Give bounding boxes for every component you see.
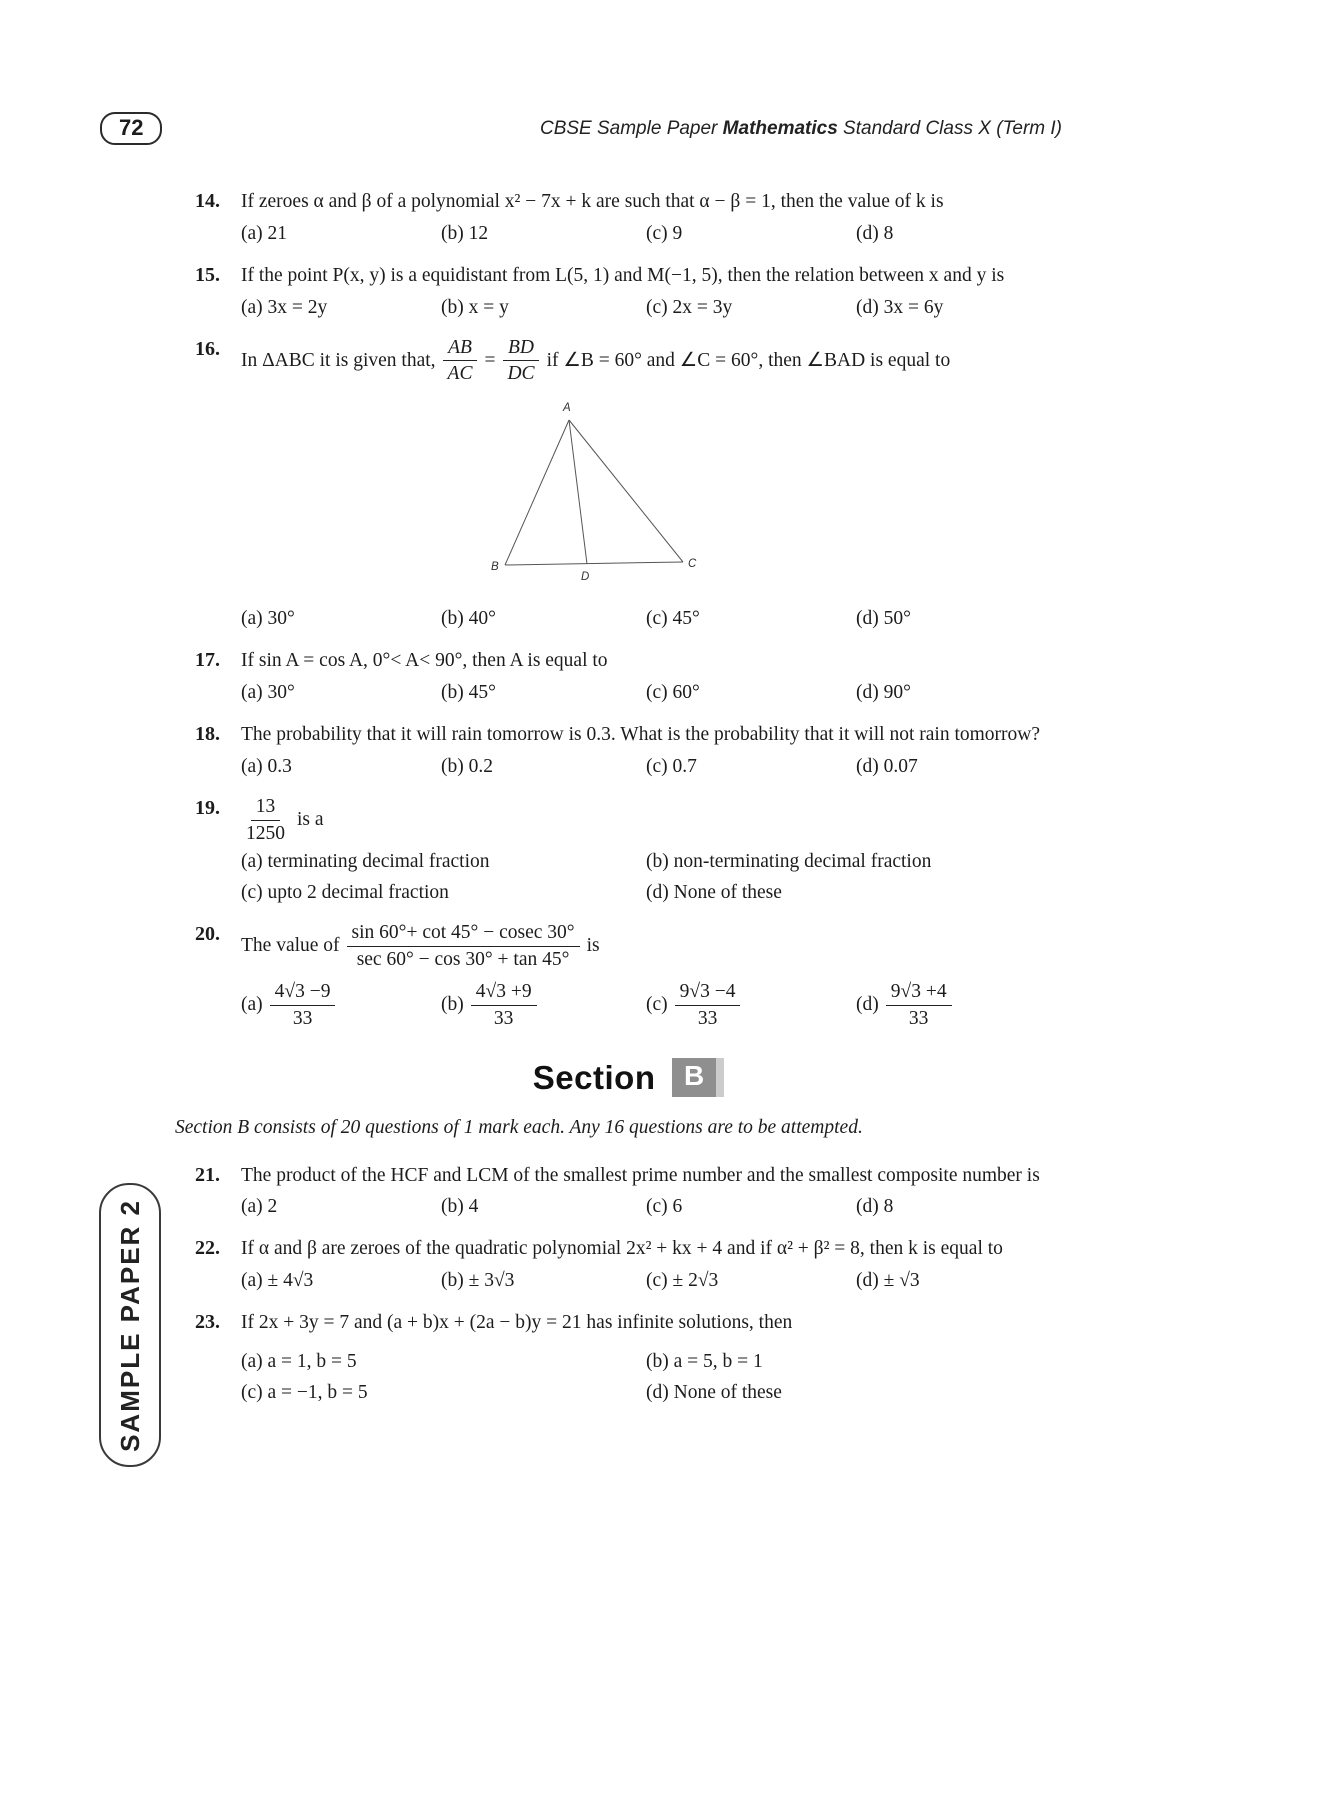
question-number: 16. xyxy=(195,337,220,360)
option-a xyxy=(241,981,441,1030)
question-number: 15. xyxy=(195,263,220,286)
options-row xyxy=(241,221,1062,248)
question-text: The probability that it will rain tomorrow is 0.3. What is the probability that it will not rain tomorrow? xyxy=(241,723,1041,745)
question-number: 14. xyxy=(195,190,220,212)
fraction-numerator: 4√3 −9 xyxy=(270,981,336,1006)
fraction xyxy=(886,981,952,1030)
question-number: 18. xyxy=(195,722,220,745)
option-d: (d) None of these xyxy=(646,882,782,904)
option-d: (d) 50° xyxy=(856,608,911,630)
page-number-badge: 72 xyxy=(100,112,162,145)
option-b: (b) 40° xyxy=(441,608,496,630)
question-21 xyxy=(195,1163,1062,1222)
options-grid xyxy=(241,849,1062,907)
option-label: (c) xyxy=(646,993,668,1015)
question-list xyxy=(175,189,1062,1407)
fraction-denominator: AC xyxy=(447,363,473,385)
option-d: (d) 8 xyxy=(856,1196,894,1218)
question-text-post: is xyxy=(586,935,600,957)
option-b: (b) 0.2 xyxy=(441,755,493,777)
option-label: (d) xyxy=(856,993,879,1015)
running-header-title: Mathematics xyxy=(722,117,838,139)
vertex-label-d: D xyxy=(581,571,590,584)
question-14 xyxy=(195,189,1062,248)
fraction xyxy=(443,337,478,386)
fraction-denominator: 33 xyxy=(493,1007,514,1029)
vertex-label-b: B xyxy=(491,561,499,574)
fraction xyxy=(241,796,290,845)
question-22 xyxy=(195,1236,1062,1295)
option-d: (d) None of these xyxy=(646,1381,782,1403)
option-a: (a) 2 xyxy=(241,1196,278,1218)
option-c: (c) 60° xyxy=(646,682,700,703)
question-number: 23. xyxy=(195,1311,220,1334)
option-a: (a) 21 xyxy=(241,222,288,244)
question-15 xyxy=(195,263,1062,322)
option-a: (a) a = 1, b = 5 xyxy=(241,1351,357,1373)
question-number: 20. xyxy=(195,923,220,946)
options-row xyxy=(241,606,1062,633)
option-d: (d) ± √3 xyxy=(856,1270,920,1292)
option-c: (c) 0.7 xyxy=(646,755,697,777)
question-text-post: is a xyxy=(297,808,324,830)
option-label: (b) xyxy=(441,993,464,1015)
fraction-numerator: 9√3 −4 xyxy=(675,981,741,1006)
option-b xyxy=(441,981,646,1030)
equals-sign: = xyxy=(484,349,496,371)
question-20 xyxy=(195,922,1062,1029)
fraction xyxy=(347,922,580,971)
vertex-label-a: A xyxy=(563,402,571,415)
question-19 xyxy=(195,796,1062,907)
question-17 xyxy=(195,648,1062,707)
running-header-pre: CBSE Sample Paper xyxy=(539,117,723,139)
question-text: If zeroes α and β of a polynomial x² − 7x + k are such that α − β = 1, then the value of k is xyxy=(241,191,944,212)
fraction-numerator: BD xyxy=(503,337,539,362)
vertex-label-c: C xyxy=(688,558,697,571)
option-c: (c) ± 2√3 xyxy=(646,1270,719,1292)
sample-paper-tab xyxy=(99,1183,161,1467)
question-number: 17. xyxy=(195,649,220,672)
options-row xyxy=(241,1268,1062,1295)
question-text xyxy=(241,796,1062,845)
section-letter-badge: B xyxy=(672,1058,724,1097)
question-text xyxy=(241,922,1062,971)
question-text: If 2x + 3y = 7 and (a + b)x + (2a − b)y = 21 has infinite solutions, then xyxy=(241,1312,793,1334)
option-a: (a) 30° xyxy=(241,682,295,703)
page-header xyxy=(100,112,1062,145)
option-b: (b) 4 xyxy=(441,1196,479,1218)
fraction-denominator: DC xyxy=(507,363,535,385)
question-text: If sin A = cos A, 0°< A< 90°, then A is equal to xyxy=(241,650,608,672)
fraction xyxy=(502,337,539,386)
option-label: (a) xyxy=(241,993,263,1015)
fraction-denominator: 33 xyxy=(292,1007,313,1029)
figure-container xyxy=(491,399,1062,594)
option-c: (c) upto 2 decimal fraction xyxy=(241,882,449,904)
question-text: If α and β are zeroes of the quadratic polynomial 2x² + kx + 4 and if α² + β² = 8, then k is equal to xyxy=(241,1238,1003,1260)
question-text: If the point P(x, y) is a equidistant from L(5, 1) and M(−1, 5), then the relation between x and y is xyxy=(241,264,1005,286)
fraction xyxy=(675,981,741,1030)
option-d: (d) 3x = 6y xyxy=(856,296,944,318)
section-instructions: Section B consists of 20 questions of 1 mark each. Any 16 questions are to be attempted. xyxy=(175,1116,863,1138)
sample-paper-tab-label: SAMPLE PAPER 2 xyxy=(114,1198,145,1452)
fraction-denominator: 1250 xyxy=(246,822,285,844)
option-d: (d) 8 xyxy=(856,222,894,244)
fraction-numerator: 13 xyxy=(251,796,281,821)
question-18 xyxy=(195,722,1062,781)
question-23 xyxy=(195,1310,1062,1407)
option-b: (b) x = y xyxy=(441,296,509,318)
question-text xyxy=(241,337,1062,386)
option-b: (b) non-terminating decimal fraction xyxy=(646,851,932,873)
question-number: 21. xyxy=(195,1163,220,1186)
fraction-numerator: sin 60°+ cot 45° − cosec 30° xyxy=(347,922,580,947)
options-row xyxy=(241,295,1062,322)
fraction-numerator: 4√3 +9 xyxy=(471,981,537,1006)
fraction-denominator: sec 60° − cos 30° + tan 45° xyxy=(356,949,570,971)
question-text: The product of the HCF and LCM of the smallest prime number and the smallest composite number is xyxy=(241,1164,1040,1186)
option-b: (b) 45° xyxy=(441,682,496,703)
option-a: (a) terminating decimal fraction xyxy=(241,851,490,873)
fraction-numerator: 9√3 +4 xyxy=(886,981,952,1006)
option-a: (a) 0.3 xyxy=(241,755,292,777)
question-text-pre: In ΔABC it is given that, xyxy=(241,349,436,371)
option-c: (c) a = −1, b = 5 xyxy=(241,1381,368,1403)
running-header xyxy=(540,118,1062,140)
option-b: (b) a = 5, b = 1 xyxy=(646,1351,763,1373)
fraction-denominator: 33 xyxy=(908,1007,929,1029)
section-heading xyxy=(195,1058,1062,1097)
option-a: (a) 3x = 2y xyxy=(241,296,328,318)
option-c: (c) 9 xyxy=(646,222,683,244)
options-grid xyxy=(241,1349,1062,1407)
question-16 xyxy=(195,337,1062,633)
option-c: (c) 2x = 3y xyxy=(646,296,733,318)
option-b: (b) 12 xyxy=(441,222,489,244)
question-number: 22. xyxy=(195,1237,220,1260)
option-d: (d) 0.07 xyxy=(856,755,918,777)
triangle-figure xyxy=(491,399,709,585)
options-row xyxy=(241,981,1062,1030)
option-d: (d) 90° xyxy=(856,682,911,703)
option-c: (c) 6 xyxy=(646,1196,683,1218)
options-row xyxy=(241,754,1062,781)
running-header-post: Standard Class X (Term I) xyxy=(837,117,1062,139)
fraction xyxy=(270,981,336,1030)
option-c xyxy=(646,981,856,1030)
option-d xyxy=(856,981,1062,1030)
option-c: (c) 45° xyxy=(646,608,700,630)
option-a: (a) ± 4√3 xyxy=(241,1270,314,1292)
fraction-numerator: AB xyxy=(443,337,477,362)
options-row xyxy=(241,1194,1062,1221)
question-text-post: if ∠B = 60° and ∠C = 60°, then ∠BAD is equal to xyxy=(546,349,951,371)
option-b: (b) ± 3√3 xyxy=(441,1270,515,1292)
section-title: Section xyxy=(532,1058,656,1096)
question-text-pre: The value of xyxy=(241,935,340,957)
question-number: 19. xyxy=(195,796,220,819)
fraction-denominator: 33 xyxy=(697,1007,718,1029)
options-row xyxy=(241,680,1062,707)
option-a: (a) 30° xyxy=(241,608,295,630)
fraction xyxy=(471,981,537,1030)
